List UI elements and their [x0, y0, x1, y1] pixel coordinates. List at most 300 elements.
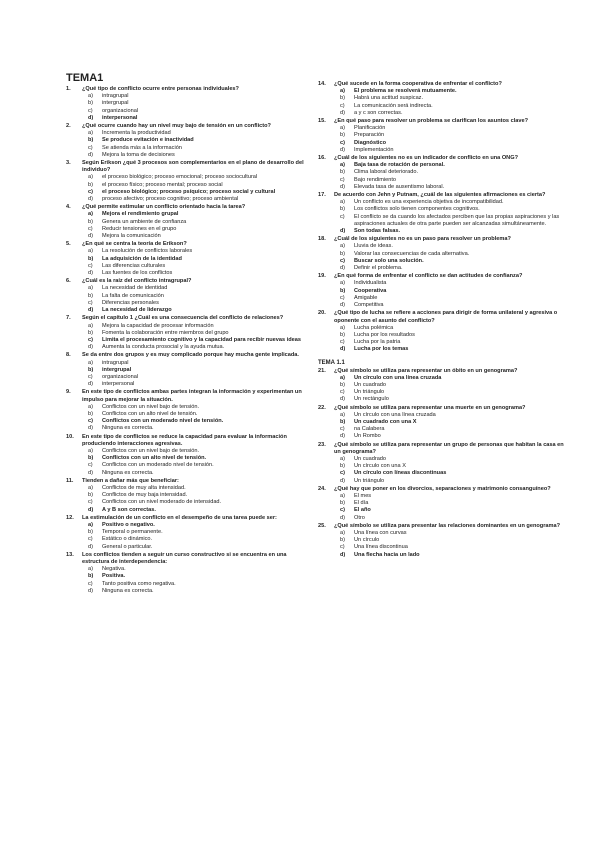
option-text: Un conflicto es una experiencia objetiva de incompatibilidad.	[354, 199, 504, 206]
answer-option	[340, 396, 566, 403]
option-letter: b)	[88, 329, 93, 336]
answer-option	[340, 325, 566, 332]
question	[318, 405, 566, 412]
option-letter: d)	[88, 114, 94, 121]
option-text: Estático o dinámico.	[102, 536, 153, 543]
answer-option-correct	[88, 507, 312, 514]
answer-option	[340, 478, 566, 485]
question-text: ¿Qué ocurre cuando hay un nivel muy bajo de tensión en un conflicto?	[82, 123, 271, 130]
option-text: Un Rombo	[354, 433, 381, 440]
option-text: Las diferencias culturales	[102, 262, 166, 269]
option-text: Conflictos con un nivel moderado de intensidad.	[102, 499, 222, 506]
option-text: Las fuentes de los conflictos	[102, 270, 173, 277]
option-text: Conflictos con un moderado nivel de tensión.	[102, 462, 214, 469]
option-text: Una línea con curvas	[354, 529, 407, 536]
answer-option	[88, 108, 312, 115]
option-letter: a)	[340, 125, 345, 132]
question	[66, 241, 312, 248]
option-letter: b)	[88, 292, 93, 299]
answer-option	[88, 411, 312, 418]
question	[66, 160, 312, 174]
right-column	[318, 80, 566, 559]
question-text: ¿Qué símbolo se utiliza para presentar las relaciones dominantes en un genograma?	[334, 522, 560, 529]
option-text: Genera un ambiente de confianza	[102, 218, 187, 225]
answer-option	[88, 263, 312, 270]
question-number: 20.	[318, 310, 326, 317]
question-number: 17.	[318, 192, 326, 199]
option-letter: b)	[88, 573, 94, 580]
option-text: Lucha polémica	[354, 324, 394, 331]
option-letter: c)	[88, 262, 93, 269]
question-text: ¿Qué tipo de conflicto ocurre entre personas individuales?	[82, 86, 239, 92]
question-number: 15.	[318, 118, 326, 125]
option-text: Mejora la comunicación	[102, 233, 161, 240]
option-text: Conflictos con un nivel bajo de tensión.	[102, 403, 200, 410]
answer-option	[340, 125, 566, 132]
option-letter: d)	[88, 307, 94, 314]
option-letter: d)	[88, 469, 93, 476]
question-number: 10.	[66, 433, 74, 440]
option-text: Conflictos de muy baja intensidad.	[102, 492, 188, 499]
option-letter: c)	[340, 213, 345, 220]
answer-option	[88, 462, 312, 469]
answer-option-correct	[340, 162, 566, 169]
answer-option-correct	[88, 115, 312, 122]
option-text: Son todas falsas.	[354, 228, 401, 235]
question	[318, 310, 566, 324]
option-letter: a)	[340, 88, 345, 95]
option-letter: c)	[340, 139, 345, 146]
option-text: intragrupal	[102, 359, 129, 366]
answer-option	[88, 485, 312, 492]
answer-option	[88, 130, 312, 137]
question	[318, 523, 566, 530]
option-text: Una flecha hacia un lado	[354, 551, 420, 558]
option-letter: d)	[88, 587, 93, 594]
answer-option	[340, 332, 566, 339]
answer-option-correct	[340, 88, 566, 95]
answer-option	[340, 103, 566, 110]
option-text: Positiva.	[102, 573, 126, 580]
answer-option	[88, 293, 312, 300]
option-letter: a)	[340, 529, 345, 536]
answer-option	[88, 182, 312, 189]
option-letter: d)	[340, 346, 346, 353]
answer-option	[340, 389, 566, 396]
option-text: Un rectángulo	[354, 396, 389, 403]
answer-option	[88, 219, 312, 226]
answer-option	[340, 515, 566, 522]
option-text: Conflictos con un alto nivel de tensión.	[102, 410, 198, 417]
answer-option	[340, 339, 566, 346]
answer-option	[340, 433, 566, 440]
option-letter: d)	[340, 477, 345, 484]
answer-option	[340, 537, 566, 544]
option-text: Amigable	[354, 294, 378, 301]
question-text: Tienden a dañar más que beneficiar:	[82, 477, 179, 484]
answer-option	[88, 581, 312, 588]
answer-option-correct	[88, 137, 312, 144]
option-text: Baja tasa de rotación de personal.	[354, 162, 445, 169]
option-letter: a)	[340, 280, 345, 287]
option-text: Un círculo con una línea cruzada	[354, 411, 436, 418]
option-text: Mejora el rendimiento grupal	[102, 211, 179, 218]
option-text: La necesidad de identidad	[102, 285, 168, 292]
option-letter: c)	[88, 536, 93, 543]
option-letter: b)	[340, 169, 345, 176]
question-text: ¿Qué símbolo se utiliza para representar una muerte en un genograma?	[334, 404, 526, 411]
option-letter: b)	[340, 331, 345, 338]
option-text: Bajo rendimiento	[354, 176, 396, 183]
option-text: Cooperativa	[354, 287, 387, 294]
option-text: La resolución de conflictos laborales	[102, 248, 193, 255]
option-letter: d)	[340, 183, 345, 190]
option-letter: b)	[340, 132, 345, 139]
answer-option-correct	[340, 552, 566, 559]
option-text: Diagnóstico	[354, 139, 387, 146]
option-letter: a)	[88, 566, 93, 573]
answer-option-correct	[88, 418, 312, 425]
answer-option	[340, 265, 566, 272]
option-text: el proceso biológico; proceso emocional; proceso sociocultural	[102, 174, 258, 181]
option-letter: a)	[88, 403, 93, 410]
option-text: Competitiva	[354, 302, 384, 309]
option-text: La falta de comunicación	[102, 292, 164, 299]
option-text: Otro	[354, 514, 365, 521]
answer-option	[340, 302, 566, 309]
question-number: 24.	[318, 485, 326, 492]
question-text: Según Erikson ¿qué 3 procesos son complementarios en el plano de desarrollo del individuo?	[82, 160, 304, 174]
question	[318, 486, 566, 493]
answer-option	[340, 500, 566, 507]
answer-option	[88, 152, 312, 159]
option-text: Reducir tensiones en el grupo	[102, 225, 177, 232]
answer-option-correct	[340, 228, 566, 235]
option-letter: c)	[88, 336, 93, 343]
option-letter: b)	[88, 410, 93, 417]
answer-option	[88, 425, 312, 432]
option-text: El año	[354, 507, 371, 514]
answer-option	[88, 300, 312, 307]
section-title: TEMA 1.1	[318, 359, 345, 366]
answer-option-correct	[340, 375, 566, 382]
answer-option	[88, 248, 312, 255]
option-text: Un círculo	[354, 537, 380, 544]
question	[66, 278, 312, 285]
option-letter: a)	[340, 162, 345, 169]
answer-option-correct	[340, 419, 566, 426]
option-letter: a)	[340, 243, 345, 250]
answer-option	[88, 404, 312, 411]
question	[318, 442, 566, 456]
answer-option	[88, 344, 312, 351]
option-text: interpersonal	[102, 381, 135, 388]
option-letter: c)	[88, 462, 93, 469]
option-letter: a)	[88, 174, 93, 181]
option-text: Lucha por la patria	[354, 339, 401, 346]
option-text: Temporal o permanente.	[102, 529, 163, 536]
option-letter: d)	[340, 514, 345, 521]
answer-option	[88, 448, 312, 455]
answer-option	[340, 177, 566, 184]
answer-option-correct	[88, 307, 312, 314]
question-text: En este tipo de conflictos se reduce la capacidad para evaluar la información produciendo interacciones agresivas.	[82, 433, 287, 447]
option-text: Un círculo con una línea cruzada	[354, 374, 442, 381]
question	[66, 389, 312, 403]
option-text: Lucha por los temas	[354, 346, 409, 353]
answer-option	[340, 95, 566, 102]
option-letter: d)	[340, 265, 345, 272]
option-text: a y c son correctas.	[354, 109, 403, 116]
option-text: Los conflictos solo tienen componentes cognitivos.	[354, 206, 480, 213]
answer-option	[340, 493, 566, 500]
option-letter: b)	[340, 381, 345, 388]
question	[66, 478, 312, 485]
option-text: intragrupal	[102, 93, 129, 100]
answer-option-correct	[88, 256, 312, 263]
option-text: Buscar solo una solución.	[354, 257, 424, 264]
answer-option	[340, 147, 566, 154]
question-number: 4.	[66, 204, 71, 211]
answer-option	[340, 426, 566, 433]
answer-option-correct	[88, 337, 312, 344]
question-text: ¿Cuál de los siguientes no es un indicador de conflicto en una ONG?	[334, 155, 518, 162]
question	[318, 192, 566, 199]
option-letter: a)	[88, 521, 93, 528]
answer-option	[340, 544, 566, 551]
option-text: Un círculo con una X	[354, 463, 406, 470]
question-number: 6.	[66, 278, 71, 285]
answer-option-correct	[340, 470, 566, 477]
option-text: interpersonal	[102, 114, 138, 121]
option-text: Lucha por los resultados	[354, 331, 415, 338]
question-text: ¿Cuál es la raíz del conflicto intragrupal?	[82, 278, 192, 285]
option-text: Se produce evitación e inactividad	[102, 137, 194, 144]
answer-option	[88, 100, 312, 107]
left-questions	[66, 86, 312, 595]
answer-option	[88, 285, 312, 292]
option-letter: b)	[340, 500, 345, 507]
answer-option-correct	[88, 455, 312, 462]
question-number: 14.	[318, 81, 326, 87]
option-letter: b)	[88, 255, 94, 262]
option-text: na Calabera	[354, 426, 385, 433]
option-letter: c)	[340, 176, 345, 183]
question	[66, 552, 312, 566]
option-text: Tanto positiva como negativa.	[102, 580, 176, 587]
answer-option	[340, 382, 566, 389]
option-letter: c)	[340, 294, 345, 301]
option-text: A y B son correctas.	[102, 506, 156, 513]
option-text: Ninguna es correcta.	[102, 587, 154, 594]
answer-option-correct	[88, 522, 312, 529]
question-text: La estimulación de un conflicto en el desempeño de una tarea puede ser:	[82, 514, 277, 521]
answer-option	[340, 169, 566, 176]
option-letter: a)	[88, 359, 93, 366]
option-letter: c)	[88, 418, 93, 425]
option-text: La comunicación será indirecta.	[354, 102, 433, 109]
question	[66, 86, 312, 93]
answer-option	[88, 470, 312, 477]
answer-option	[88, 145, 312, 152]
answer-option-correct	[88, 211, 312, 218]
option-text: Limita el procesamiento cognitivo y la capacidad para recibir nuevas ideas	[102, 336, 301, 343]
option-text: Mejora la capacidad de procesar información	[102, 322, 214, 329]
question-number: 12.	[66, 514, 74, 521]
option-letter: a)	[88, 285, 93, 292]
option-letter: d)	[88, 151, 93, 158]
answer-option	[88, 330, 312, 337]
answer-option	[88, 566, 312, 573]
answer-option	[88, 381, 312, 388]
option-text: Conflictos con un alto nivel de tensión.	[102, 455, 207, 462]
option-letter: b)	[88, 218, 93, 225]
question	[318, 118, 566, 125]
option-letter: b)	[340, 537, 345, 544]
question-text: ¿Qué hay que poner en los divorcios, separaciones y matrimonio consanguíneo?	[334, 485, 551, 492]
option-text: Fomenta la colaboración entre miembros del grupo	[102, 329, 229, 336]
option-text: Incrementa la productividad	[102, 130, 171, 137]
question-text: En este tipo de conflictos ambas partes integran la información y experimentan un impulso para mejorar la situación.	[82, 389, 302, 403]
option-letter: b)	[88, 137, 94, 144]
answer-option	[340, 184, 566, 191]
option-letter: c)	[340, 389, 345, 396]
question-text: ¿Qué sucede en la forma cooperativa de enfrentar el conflicto?	[334, 81, 502, 87]
answer-option	[88, 499, 312, 506]
option-letter: d)	[340, 146, 345, 153]
option-text: Valorar las consecuencias de cada alternativa.	[354, 250, 470, 257]
answer-option-correct	[340, 346, 566, 353]
question-text: Según el capítulo 1 ¿Cuál es una consecuencia del conflicto de relaciones?	[82, 315, 284, 322]
option-letter: b)	[340, 206, 345, 213]
option-text: Conflictos de muy alta intensidad.	[102, 484, 186, 491]
option-text: el proceso biológico; proceso psíquico; proceso social y cultural	[102, 188, 276, 195]
right-questions-b	[318, 368, 566, 559]
question-number: 19.	[318, 273, 326, 280]
option-letter: a)	[88, 211, 93, 218]
option-text: Planificación	[354, 125, 386, 132]
option-letter: a)	[88, 447, 93, 454]
option-text: Positivo o negativo.	[102, 521, 155, 528]
question	[318, 273, 566, 280]
option-letter: b)	[88, 181, 93, 188]
question	[66, 123, 312, 130]
question-number: 5.	[66, 241, 71, 248]
answer-option	[340, 206, 566, 213]
option-text: Una línea discontinua	[354, 544, 408, 551]
option-text: Aumenta la conducta prosocial y la ayuda mutua.	[102, 344, 225, 351]
page-title: TEMA1	[66, 72, 104, 84]
option-letter: a)	[340, 411, 345, 418]
answer-option	[340, 199, 566, 206]
question	[318, 368, 566, 375]
option-text: Un cuadrado	[354, 455, 387, 462]
question-text: ¿Qué símbolo se utiliza para representar un grupo de personas que habitan la casa en un genograma?	[334, 441, 564, 455]
option-letter: b)	[88, 100, 93, 107]
answer-option	[340, 251, 566, 258]
question-number: 7.	[66, 315, 71, 322]
question-text: Los conflictos tienden a seguir un curso constructivo si se encuentra en una estructura de interdependencia:	[82, 551, 287, 565]
option-letter: b)	[340, 250, 345, 257]
answer-option	[340, 530, 566, 537]
question-number: 13.	[66, 551, 74, 558]
answer-option	[88, 174, 312, 181]
option-letter: d)	[340, 302, 345, 309]
option-letter: d)	[340, 551, 346, 558]
question-number: 1.	[66, 86, 71, 92]
question-number: 9.	[66, 389, 71, 396]
option-letter: a)	[88, 130, 93, 137]
option-letter: d)	[340, 109, 345, 116]
option-text: Elevada tasa de ausentismo laboral.	[354, 183, 445, 190]
answer-option	[340, 295, 566, 302]
option-text: El conflicto se da cuando los afectados perciben que las propias aspiraciones y las aspiraciones actuales de otra parte pueden ser alcanzadas simultáneamente.	[354, 213, 560, 227]
option-letter: c)	[88, 107, 93, 114]
question-text: ¿Qué permite estimular un conflicto orientado hacia la tarea?	[82, 204, 246, 211]
option-text: El mes	[354, 492, 372, 499]
option-letter: d)	[88, 344, 93, 351]
question	[66, 315, 312, 322]
option-text: Ninguna es correcta.	[102, 425, 154, 432]
answer-option-correct	[340, 507, 566, 514]
answer-option	[88, 270, 312, 277]
option-text: organizacional	[102, 107, 139, 114]
question	[66, 434, 312, 448]
option-letter: d)	[88, 233, 93, 240]
option-text: Conflictos con un nivel bajo de tensión.	[102, 447, 200, 454]
answer-option	[340, 214, 566, 228]
option-letter: c)	[340, 426, 345, 433]
option-letter: d)	[88, 196, 93, 203]
option-letter: d)	[88, 270, 93, 277]
option-text: Clima laboral deteriorado.	[354, 169, 419, 176]
answer-option	[340, 456, 566, 463]
option-text: Implementación	[354, 146, 394, 153]
question-number: 18.	[318, 236, 326, 243]
option-text: Conflictos con un moderado nivel de tensión.	[102, 418, 224, 425]
option-letter: b)	[88, 455, 94, 462]
option-text: General o particular.	[102, 543, 153, 550]
question-text: ¿Qué símbolo se utiliza para representar un óbito en un genograma?	[334, 367, 518, 374]
answer-option-correct	[88, 367, 312, 374]
right-questions-a	[318, 81, 566, 354]
option-letter: a)	[88, 248, 93, 255]
option-letter: a)	[88, 93, 93, 100]
option-letter: d)	[340, 228, 346, 235]
question-number: 3.	[66, 160, 71, 167]
option-text: El problema se resolverá mutuamente.	[354, 88, 457, 95]
option-text: Un triángulo	[354, 389, 385, 396]
answer-option	[88, 374, 312, 381]
question-text: ¿En qué se centra la teoría de Erikson?	[82, 241, 187, 248]
answer-option	[88, 360, 312, 367]
question	[318, 155, 566, 162]
option-text: organizacional	[102, 373, 139, 380]
option-letter: c)	[88, 299, 93, 306]
option-text: Individualista	[354, 280, 387, 287]
option-text: Definir el problema.	[354, 265, 403, 272]
question	[318, 236, 566, 243]
answer-option	[88, 323, 312, 330]
option-letter: b)	[88, 529, 93, 536]
option-letter: c)	[340, 507, 345, 514]
option-letter: c)	[340, 544, 345, 551]
option-text: Un cuadrado	[354, 381, 387, 388]
option-text: Se atienda más a la información	[102, 144, 182, 151]
option-text: Diferencias personales	[102, 299, 159, 306]
option-letter: d)	[88, 543, 93, 550]
option-letter: d)	[340, 433, 345, 440]
